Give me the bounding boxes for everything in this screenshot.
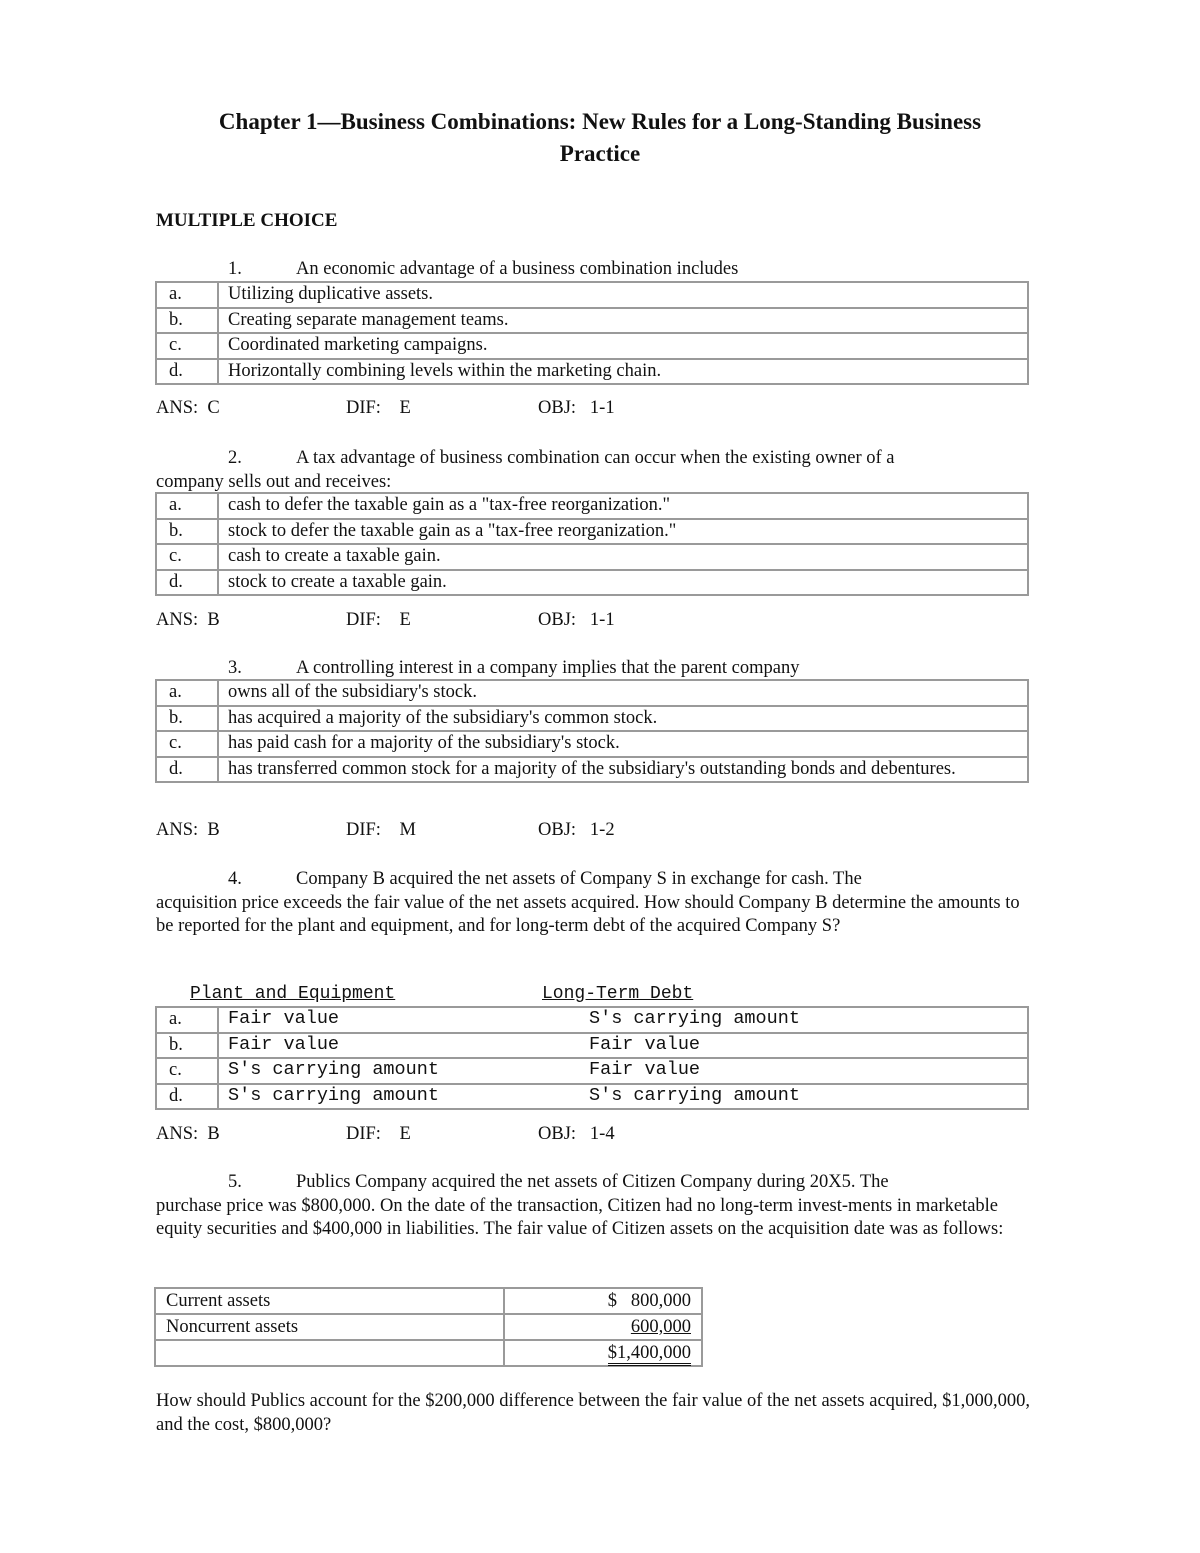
option-debt-value: Fair value xyxy=(580,1032,1027,1058)
question-1-answer-line xyxy=(156,398,856,422)
option-letter: c. xyxy=(157,730,219,756)
option-letter: b. xyxy=(157,307,219,333)
fair-value-row xyxy=(156,1313,701,1339)
difficulty: DIF: M xyxy=(346,820,416,840)
question-number: 5. xyxy=(228,1172,242,1192)
difficulty: DIF: E xyxy=(346,1124,411,1144)
option-text: Horizontally combining levels within the marketing chain. xyxy=(219,358,1027,384)
option-row xyxy=(157,1083,1027,1109)
chapter-title-line-1: Chapter 1—Business Combinations: New Rules for a Long-Standing Business xyxy=(218,109,982,134)
answer-key: ANS: B xyxy=(156,1124,220,1144)
asset-label xyxy=(156,1339,505,1365)
option-row xyxy=(157,730,1027,756)
question-text: A tax advantage of business combination can occur when the existing owner of a xyxy=(296,448,895,468)
option-text: Coordinated marketing campaigns. xyxy=(219,332,1027,358)
option-letter: b. xyxy=(157,705,219,731)
asset-amount: $ 800,000 xyxy=(607,1290,691,1311)
fair-value-table xyxy=(154,1287,703,1367)
option-letter: a. xyxy=(157,1008,219,1032)
option-debt-value: Fair value xyxy=(580,1057,1027,1083)
asset-label: Noncurrent assets xyxy=(156,1313,505,1339)
option-row xyxy=(157,518,1027,544)
option-text: cash to create a taxable gain. xyxy=(219,543,1027,569)
objective: OBJ: 1-1 xyxy=(538,398,615,418)
question-4-answer-line xyxy=(156,1124,856,1148)
asset-amount-cell xyxy=(505,1313,701,1339)
option-text: has paid cash for a majority of the subsidiary's stock. xyxy=(219,730,1027,756)
question-2-options xyxy=(155,492,1029,596)
question-3-answer-line xyxy=(156,820,856,844)
option-row xyxy=(157,681,1027,705)
chapter-title-line-2: Practice xyxy=(559,141,641,166)
asset-amount: 600,000 xyxy=(630,1316,691,1337)
option-text: stock to defer the taxable gain as a "tax-free reorganization." xyxy=(219,518,1027,544)
option-plant-value: S's carrying amount xyxy=(219,1057,580,1083)
option-debt-value: S's carrying amount xyxy=(589,1008,800,1029)
option-letter: b. xyxy=(157,1032,219,1058)
option-letter: c. xyxy=(157,543,219,569)
asset-total-cell xyxy=(505,1339,701,1365)
asset-amount-cell xyxy=(505,1289,701,1313)
question-text-continued: acquisition price exceeds the fair value of the net assets acquired. How should Company B determine the amounts to be reported for the plant and equipment, and for long-term debt of the acquired Company S? xyxy=(156,892,1020,936)
asset-total: $1,400,000 xyxy=(608,1343,691,1366)
column-header-plant-equipment: Plant and Equipment xyxy=(190,984,396,1004)
option-letter: c. xyxy=(157,1057,219,1083)
question-3-options xyxy=(155,679,1029,783)
section-heading: MULTIPLE CHOICE xyxy=(156,210,338,231)
option-letter: d. xyxy=(157,569,219,595)
option-text: stock to create a taxable gain. xyxy=(219,569,1027,595)
option-plant-value: S's carrying amount xyxy=(219,1083,580,1109)
option-row xyxy=(157,1032,1027,1058)
option-letter: a. xyxy=(157,681,219,705)
fair-value-row xyxy=(156,1339,701,1365)
option-text: Creating separate management teams. xyxy=(219,307,1027,333)
question-3-stem xyxy=(156,657,1036,681)
option-text: owns all of the subsidiary's stock. xyxy=(228,682,477,702)
option-row xyxy=(157,332,1027,358)
option-text: cash to defer the taxable gain as a "tax-free reorganization." xyxy=(228,495,671,515)
option-letter: d. xyxy=(157,1083,219,1109)
question-1-options xyxy=(155,281,1029,385)
option-letter: d. xyxy=(157,756,219,782)
option-letter: c. xyxy=(157,332,219,358)
option-row xyxy=(157,307,1027,333)
option-row xyxy=(157,283,1027,307)
option-letter: a. xyxy=(157,494,219,518)
option-row xyxy=(157,1057,1027,1083)
option-row xyxy=(157,358,1027,384)
question-text: An economic advantage of a business combination includes xyxy=(296,259,739,279)
option-letter: d. xyxy=(157,358,219,384)
question-2-answer-line xyxy=(156,610,856,634)
option-plant-value: Fair value xyxy=(228,1008,340,1029)
option-plant-value: Fair value xyxy=(219,1032,580,1058)
question-text-continued: company sells out and receives: xyxy=(156,471,392,492)
option-text: Utilizing duplicative assets. xyxy=(228,284,433,304)
question-1-stem xyxy=(156,258,1036,282)
option-row xyxy=(157,543,1027,569)
option-row xyxy=(157,494,1027,518)
asset-label: Current assets xyxy=(156,1289,505,1313)
question-number: 1. xyxy=(228,259,242,279)
question-text: Company B acquired the net assets of Company S in exchange for cash. The xyxy=(296,869,862,889)
question-4-options xyxy=(155,1006,1029,1110)
option-row xyxy=(157,756,1027,782)
fair-value-row xyxy=(156,1289,701,1313)
answer-key: ANS: B xyxy=(156,820,220,840)
chapter-title xyxy=(150,106,1050,170)
difficulty: DIF: E xyxy=(346,610,411,630)
option-text: has transferred common stock for a majority of the subsidiary's outstanding bonds and debentures. xyxy=(219,756,1027,782)
difficulty: DIF: E xyxy=(346,398,411,418)
question-text: Publics Company acquired the net assets of Citizen Company during 20X5. The xyxy=(296,1172,889,1192)
question-2-stem xyxy=(156,447,1036,494)
question-5-stem xyxy=(156,1171,1036,1242)
option-debt-value: S's carrying amount xyxy=(580,1083,1027,1109)
option-letter: b. xyxy=(157,518,219,544)
question-5-followup: How should Publics account for the $200,000 difference between the fair value of the net assets acquired, $1,000,000, and the cost, $800,000? xyxy=(156,1391,1031,1435)
question-number: 4. xyxy=(228,869,242,889)
option-letter: a. xyxy=(157,283,219,307)
question-number: 2. xyxy=(228,448,242,468)
option-text: has acquired a majority of the subsidiary's common stock. xyxy=(219,705,1027,731)
answer-key: ANS: B xyxy=(156,610,220,630)
objective: OBJ: 1-1 xyxy=(538,610,615,630)
answer-key: ANS: C xyxy=(156,398,220,418)
question-text: A controlling interest in a company implies that the parent company xyxy=(296,658,800,678)
option-row xyxy=(157,569,1027,595)
question-4-stem xyxy=(156,868,1036,939)
question-number: 3. xyxy=(228,658,242,678)
option-row xyxy=(157,1008,1027,1032)
objective: OBJ: 1-2 xyxy=(538,820,615,840)
column-header-long-term-debt: Long-Term Debt xyxy=(542,984,694,1004)
question-text-continued: purchase price was $800,000. On the date of the transaction, Citizen had no long-term invest-ments in marketable equity securities and $400,000 in liabilities. The fair value of Citizen assets on the acquisition date was as follows: xyxy=(156,1195,1004,1239)
option-row xyxy=(157,705,1027,731)
objective: OBJ: 1-4 xyxy=(538,1124,615,1144)
